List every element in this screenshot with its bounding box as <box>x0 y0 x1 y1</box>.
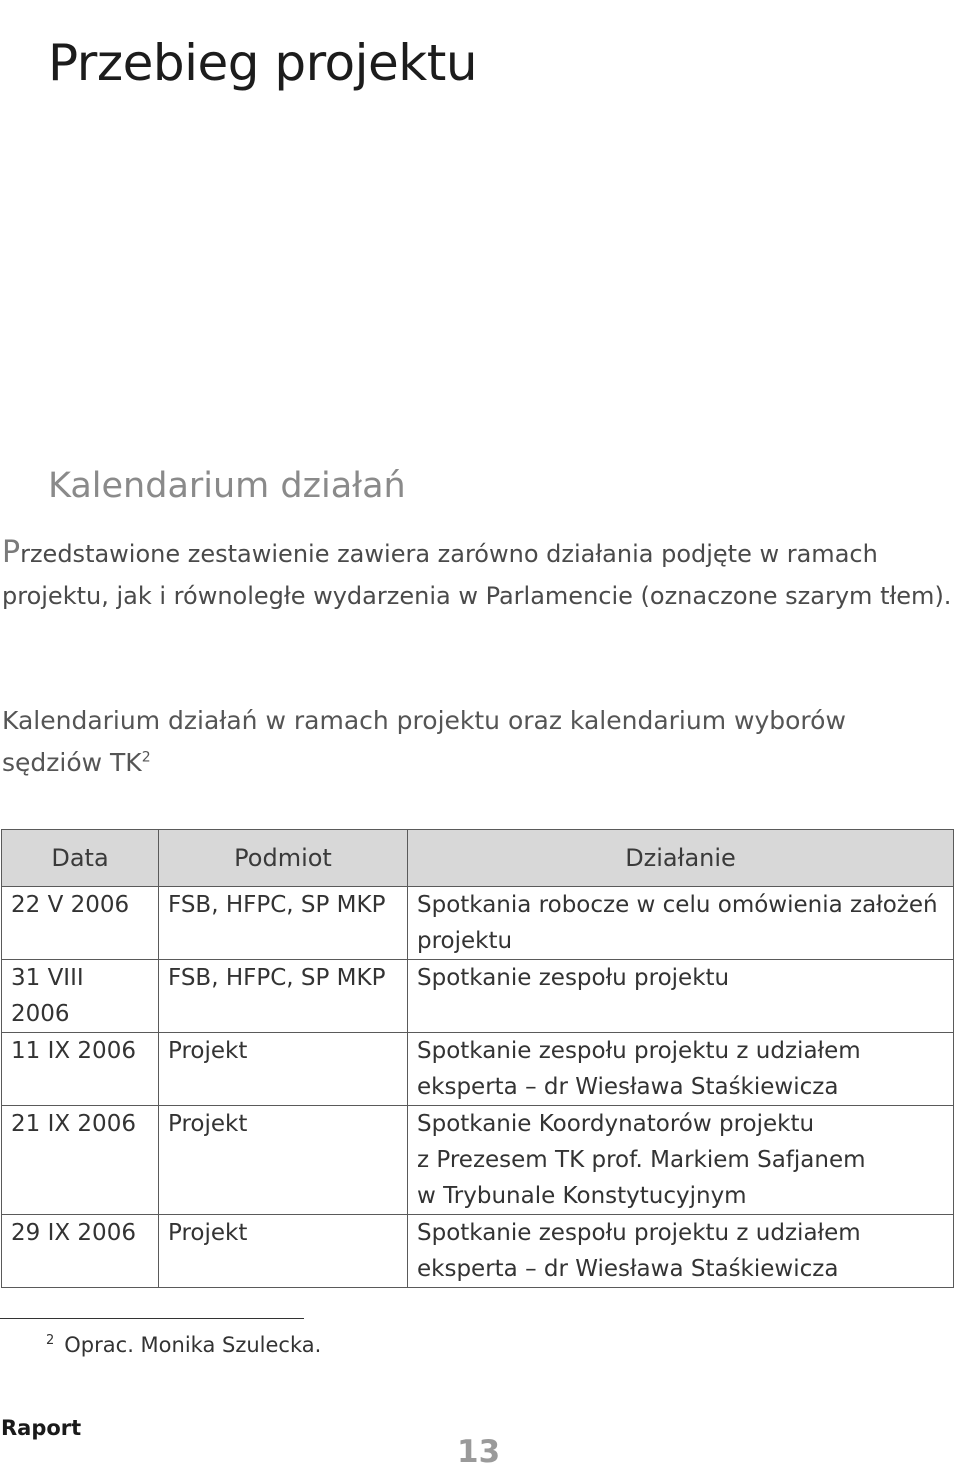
cell-subject: Projekt <box>159 1033 408 1106</box>
footnote-text: Oprac. Monika Szulecka. <box>64 1333 322 1357</box>
action-line: z Prezesem TK prof. Markiem Safjanem <box>417 1147 866 1173</box>
footnote-divider <box>0 1318 304 1319</box>
page-title: Przebieg projektu <box>48 33 478 92</box>
action-line: projektu <box>417 928 513 954</box>
section-heading: Kalendarium działań <box>48 466 406 506</box>
table-body <box>2 887 954 1288</box>
action-line: Spotkanie Koordynatorów projektu <box>417 1111 815 1137</box>
table-row <box>2 960 954 1033</box>
calendar-table <box>1 829 954 1288</box>
action-line: eksperta – dr Wiesława Staśkiewicza <box>417 1074 839 1100</box>
cell-subject: FSB, HFPC, SP MKP <box>159 887 408 960</box>
drop-cap: P <box>2 535 21 570</box>
running-title: Raport <box>1 1416 82 1440</box>
table-row <box>2 1215 954 1288</box>
cell-action <box>408 1106 954 1215</box>
cell-date: 21 IX 2006 <box>2 1106 159 1215</box>
table-row <box>2 887 954 960</box>
table-row <box>2 1106 954 1215</box>
table-header-row <box>2 830 954 887</box>
page-number: 13 <box>457 1434 501 1470</box>
header-subject: Podmiot <box>159 830 408 887</box>
action-line: Spotkanie zespołu projektu z udziałem <box>417 1220 861 1246</box>
cell-action <box>408 1033 954 1106</box>
header-date: Data <box>2 830 159 887</box>
caption-footnote-mark: 2 <box>141 749 151 766</box>
cell-subject: FSB, HFPC, SP MKP <box>159 960 408 1033</box>
action-line: Spotkanie zespołu projektu <box>417 965 730 991</box>
cell-action <box>408 960 954 1033</box>
cell-action <box>408 1215 954 1288</box>
intro-paragraph <box>2 532 957 617</box>
cell-date: 31 VIII 2006 <box>2 960 159 1033</box>
caption-text: Kalendarium działań w ramach projektu oraz kalendarium wyborów sędziów TK <box>2 706 846 777</box>
footnote-mark: 2 <box>46 1333 55 1348</box>
header-action: Działanie <box>408 830 954 887</box>
cell-subject: Projekt <box>159 1106 408 1215</box>
footnote <box>46 1326 321 1360</box>
action-line: w Trybunale Konstytucyjnym <box>417 1183 747 1209</box>
table-row <box>2 1033 954 1106</box>
cell-date: 22 V 2006 <box>2 887 159 960</box>
action-line: Spotkanie zespołu projektu z udziałem <box>417 1038 861 1064</box>
cell-subject: Projekt <box>159 1215 408 1288</box>
cell-date: 11 IX 2006 <box>2 1033 159 1106</box>
action-line: eksperta – dr Wiesława Staśkiewicza <box>417 1256 839 1282</box>
action-line: Spotkania robocze w celu omówienia założeń <box>417 892 938 918</box>
cell-action <box>408 887 954 960</box>
cell-date: 29 IX 2006 <box>2 1215 159 1288</box>
table-caption <box>2 700 902 784</box>
intro-text: rzedstawione zestawienie zawiera zarówno działania podjęte w ramach projektu, jak i równoległe wydarzenia w Parlamencie (oznaczone szarym tłem). <box>2 540 952 610</box>
